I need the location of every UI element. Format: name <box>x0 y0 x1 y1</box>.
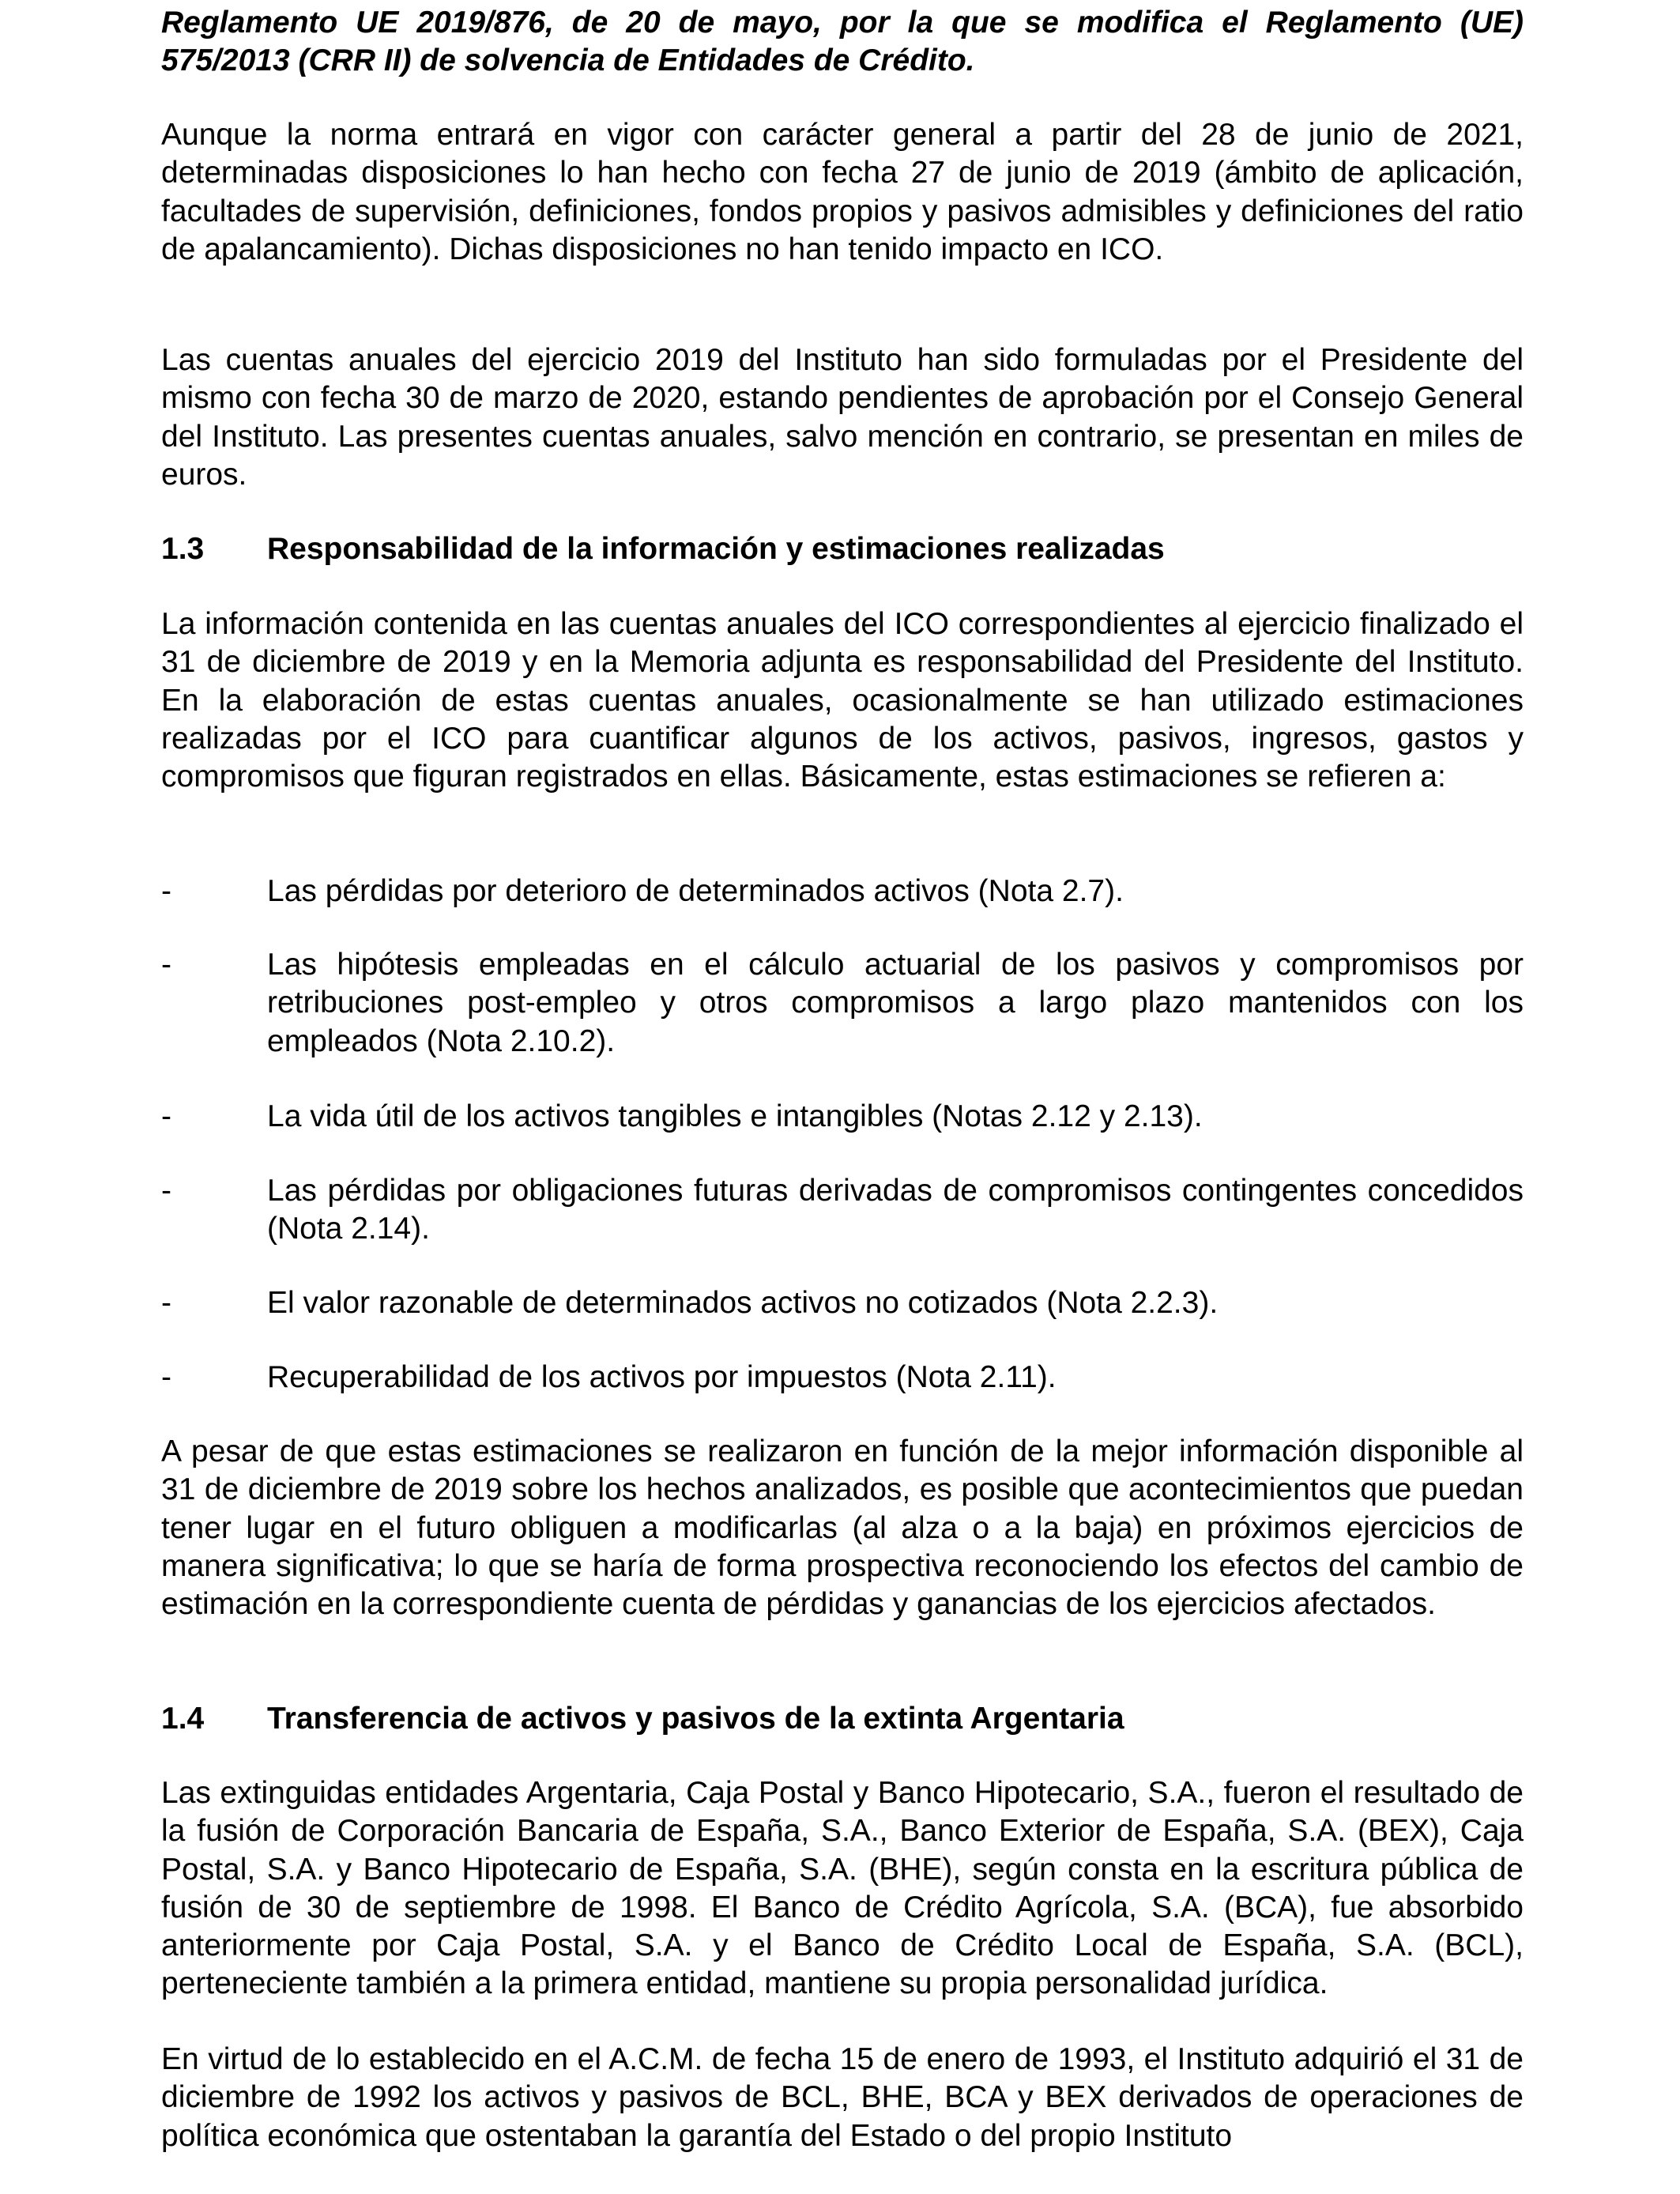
list-item <box>161 873 1524 910</box>
bullet-dash: - <box>161 1174 171 1208</box>
paragraph-entry-into-force: Aunque la norma entrará en vigor con carácter general a partir del 28 de junio de 2021, determinadas disposiciones lo han hecho con fecha 27 de junio de 2019 (ámbito de aplicación, facultades de supervisión, definiciones, fondos propios y pasivos admisibles y definiciones del ratio de apalancamiento). Dichas disposiciones no han tenido impacto en ICO. <box>161 118 1524 266</box>
list-item <box>161 1284 1524 1322</box>
section-number: 1.3 <box>161 532 205 566</box>
section-title: Responsabilidad de la información y estimaciones realizadas <box>267 532 1165 566</box>
list-item-text: El valor razonable de determinados activos no cotizados (Nota 2.2.3). <box>267 1286 1219 1320</box>
bullet-dash: - <box>161 1099 171 1133</box>
section-number: 1.4 <box>161 1702 205 1736</box>
list-item <box>161 1098 1524 1136</box>
paragraph-argentaria-merger: Las extinguidas entidades Argentaria, Caja Postal y Banco Hipotecario, S.A., fueron el resultado de la fusión de Corporación Bancaria de España, S.A., Banco Exterior de España, S.A. (BEX), Caja Postal, S.A. y Banco Hipotecario de España, S.A. (BHE), según consta en la escritura pública de fusión de 30 de septiembre de 1998. El Banco de Crédito Agrícola, S.A. (BCA), fue absorbido anteriormente por Caja Postal, S.A. y el Banco de Crédito Local de España, S.A. (BCL), perteneciente también a la primera entidad, mantiene su propia personalidad jurídica. <box>161 1776 1524 2001</box>
section-heading-1-3 <box>161 530 1524 568</box>
list-item <box>161 946 1524 1061</box>
list-item-text: Recuperabilidad de los activos por impuestos (Nota 2.11). <box>267 1360 1057 1394</box>
list-item-text: Las pérdidas por obligaciones futuras derivadas de compromisos contingentes concedidos (Nota 2.14). <box>267 1174 1524 1246</box>
bullet-dash: - <box>161 1360 171 1394</box>
paragraph-acm-agreement: En virtud de lo establecido en el A.C.M. de fecha 15 de enero de 1993, el Instituto adquirió el 31 de diciembre de 1992 los activos y pasivos de BCL, BHE, BCA y BEX derivados de operaciones de política económica que ostentaban la garantía del Estado o del propio Instituto <box>161 2042 1524 2153</box>
paragraph-annual-accounts: Las cuentas anuales del ejercicio 2019 del Instituto han sido formuladas por el Presidente del mismo con fecha 30 de marzo de 2020, estando pendientes de aprobación por el Consejo General del Instituto. Las presentes cuentas anuales, salvo mención en contrario, se presentan en miles de euros. <box>161 343 1524 492</box>
list-item-text: La vida útil de los activos tangibles e intangibles (Notas 2.12 y 2.13). <box>267 1099 1203 1133</box>
list-item <box>161 1172 1524 1249</box>
list-item-text: Las pérdidas por deterioro de determinados activos (Nota 2.7). <box>267 874 1124 908</box>
bullet-dash: - <box>161 1286 171 1320</box>
document-title: Reglamento UE 2019/876, de 20 de mayo, por la que se modifica el Reglamento (UE) 575/2013 (CRR II) de solvencia de Entidades de Crédito. <box>161 6 1524 78</box>
bullet-dash: - <box>161 874 171 908</box>
bullet-dash: - <box>161 948 171 982</box>
list-item-text: Las hipótesis empleadas en el cálculo actuarial de los pasivos y compromisos por retribuciones post-empleo y otros compromisos a largo plazo mantenidos con los empleados (Nota 2.10.2). <box>267 948 1524 1058</box>
section-title: Transferencia de activos y pasivos de la extinta Argentaria <box>267 1702 1124 1736</box>
paragraph-responsibility: La información contenida en las cuentas anuales del ICO correspondientes al ejercicio finalizado el 31 de diciembre de 2019 y en la Memoria adjunta es responsabilidad del Presidente del Instituto. En la elaboración de estas cuentas anuales, ocasionalmente se han utilizado estimaciones realizadas por el ICO para cuantificar algunos de los activos, pasivos, ingresos, gastos y compromisos que figuran registrados en ellas. Básicamente, estas estimaciones se refieren a: <box>161 607 1524 794</box>
paragraph-estimates-disclaimer: A pesar de que estas estimaciones se realizaron en función de la mejor información disponible al 31 de diciembre de 2019 sobre los hechos analizados, es posible que acontecimientos que puedan tener lugar en el futuro obliguen a modificarlas (al alza o a la baja) en próximos ejercicios de manera significativa; lo que se haría de forma prospectiva reconociendo los efectos del cambio de estimación en la correspondiente cuenta de pérdidas y ganancias de los ejercicios afectados. <box>161 1434 1524 1622</box>
section-heading-1-4 <box>161 1700 1524 1738</box>
list-item <box>161 1359 1524 1397</box>
